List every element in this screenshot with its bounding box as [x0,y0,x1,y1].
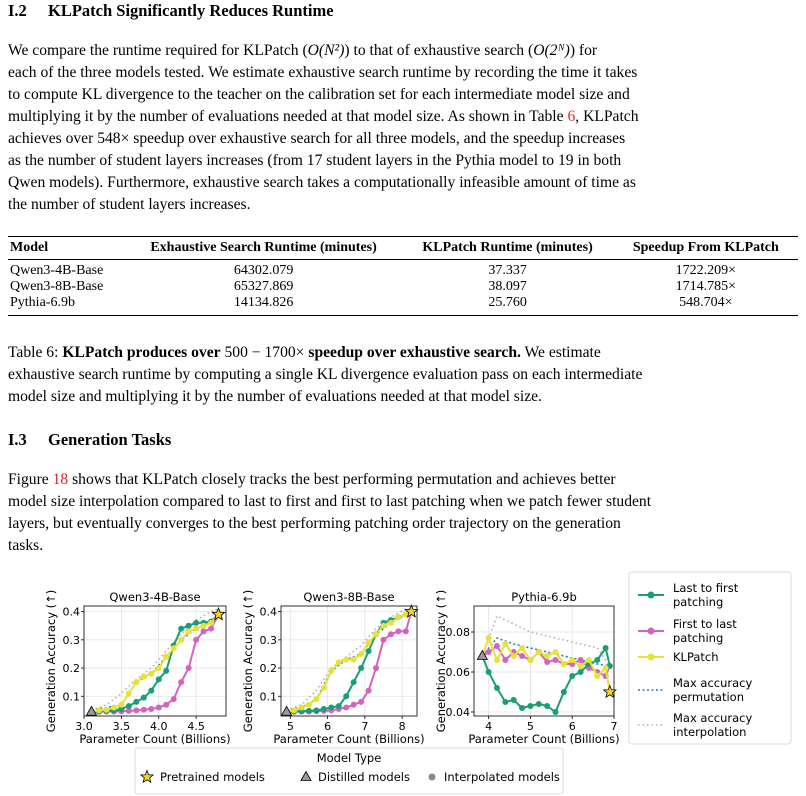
model-type-legend [135,748,563,794]
series-klpatch [479,635,612,695]
data-point [156,676,162,682]
data-point [494,643,500,649]
table-cell: 1722.209× [675,263,736,278]
data-point [569,673,575,679]
data-point [519,653,525,659]
paragraph-line: Figure 18 shows that KLPatch closely tracks the best performing permutation and achieves better [8,471,616,488]
data-point [328,705,334,711]
data-point [578,663,584,669]
data-point [298,705,304,711]
caption-line: model size and multiplying it by the number of evaluations needed at that model size. [8,388,542,405]
data-point [133,699,139,705]
data-point [403,628,409,634]
data-point [343,705,349,711]
table-header-cell: Exhaustive Search Runtime (minutes) [150,240,377,255]
data-point [321,706,327,712]
data-point [126,703,132,709]
caption-bold: KLPatch produces over [62,344,221,361]
table-row [8,295,798,316]
data-point [519,705,525,711]
y-tick-label: 0.08 [445,626,470,639]
math-inline: 548× [97,130,130,147]
x-tick-label: 4 [485,720,493,733]
data-point [141,674,147,680]
data-point [544,653,550,659]
data-point [171,645,177,651]
paragraph-line: layers, but eventually converges to the best performing patching order trajectory on the generation [8,515,621,532]
paragraph-line: as the number of student layers increases (from 17 student layers in the Pythia model to 19 in both [8,152,622,169]
data-point [519,645,525,651]
section-i2-heading [8,1,334,21]
x-tick-label: 3.0 [75,720,93,733]
legend-label: patching [673,631,724,645]
data-point [594,673,600,679]
y-tick-label: 0.1 [62,690,80,704]
data-point [502,699,508,705]
paragraph-line: model size interpolation compared to last to first and first to last patching when we patch fewer student [8,493,652,510]
legend-marker [648,654,655,661]
chart-panel [44,590,231,746]
runtime-table [8,236,798,316]
data-point [178,626,184,632]
section-title: KLPatch Significantly Reduces Runtime [48,1,334,20]
chart-title: Qwen3-4B-Base [109,590,201,604]
data-point [494,685,500,691]
type-legend-title: Model Type [316,751,382,765]
data-point [561,689,567,695]
data-point [594,657,600,663]
data-point [502,641,508,647]
data-point [358,699,364,705]
y-tick-label: 0.2 [62,662,80,676]
data-point [141,707,147,713]
data-point [193,626,199,632]
table-cell: 1714.785× [675,279,736,294]
y-tick-label: 0.3 [259,633,277,647]
paragraph-line: multiplying it by the number of evaluations needed at that model size. As shown in Table 6, KLPatch [8,108,639,125]
section-number: I.2 [8,1,27,20]
data-point [328,668,334,674]
table-header-cell: Model [10,240,49,255]
data-point [343,657,349,663]
x-tick-label: 7 [361,720,369,733]
chart-panel [434,590,620,746]
caption-line: exhaustive search runtime by computing a single KL divergence evaluation pass on each intermediate [8,366,643,383]
table-cell: Qwen3-8B-Base [10,279,104,294]
data-point [118,702,124,708]
paragraph-line: achieves over 548× speedup over exhaustive search for all three models, and the speedup increases [8,130,626,147]
data-point [536,701,542,707]
section-title: Generation Tasks [48,430,172,449]
data-point [544,703,550,709]
table-cell: 37.337 [488,263,527,278]
data-point [171,696,177,702]
x-tick-label: 8 [398,720,406,733]
data-point [380,623,386,629]
data-point [163,654,169,660]
table-cell: Pythia-6.9b [8,295,126,316]
math-inline: O(N²) [307,42,345,59]
data-point [544,659,550,665]
chart-panel [241,590,425,746]
dot-icon [429,774,436,781]
x-tick-label: 5 [526,720,534,733]
x-tick-label: 5 [286,720,294,733]
type-legend-label: Interpolated models [444,770,560,784]
paragraph-line: Qwen models). Furthermore, exhaustive search takes a computationally infeasible amount of time as [8,174,636,191]
x-axis-label: Parameter Count (Billions) [468,732,620,746]
data-point [373,665,379,671]
chart-title: Pythia-6.9b [511,590,577,604]
series-klpatch [88,611,221,714]
data-point [351,679,357,685]
type-legend-label: Distilled models [318,770,410,784]
table-cell: 38.097 [488,279,527,294]
section-i3-heading [8,430,171,450]
table-cell: 65327.869 [233,279,294,294]
data-point [366,640,372,646]
data-point [178,637,184,643]
data-point [291,707,297,713]
data-point [163,668,169,674]
data-point [511,697,517,703]
data-point [186,628,192,634]
x-tick-label: 4.5 [187,720,205,733]
x-axis-label: Parameter Count (Billions) [273,732,425,746]
data-point [186,665,192,671]
legend-label: interpolation [673,725,747,739]
data-point [511,653,517,659]
data-point [163,702,169,708]
y-tick-label: 0.2 [259,662,277,676]
x-tick-label: 3.5 [112,720,131,733]
data-point [193,620,199,626]
data-point [494,657,500,663]
data-point [193,637,199,643]
legend-label: KLPatch [673,650,719,664]
caption-bold: speedup over exhaustive search. [308,344,521,361]
table-header-cell: KLPatch Runtime (minutes) [422,240,593,255]
data-point [141,695,147,701]
section-i3-paragraph [8,469,798,557]
data-point [148,688,154,694]
data-point [395,628,401,634]
data-point [373,631,379,637]
section-i2-paragraph [8,40,798,216]
data-point [527,657,533,663]
data-point [208,620,214,626]
data-point [133,707,139,713]
legend-marker [648,592,655,599]
data-point [351,657,357,663]
series-line [91,614,218,711]
data-point [388,620,394,626]
x-tick-label: 6 [568,720,576,733]
x-axis-label: Parameter Count (Billions) [79,732,231,746]
table-header-row [8,237,798,260]
data-point [321,685,327,691]
table-cell: 25.760 [402,295,614,316]
data-point [366,688,372,694]
data-point [103,707,109,713]
y-tick-label: 0.06 [445,666,470,679]
y-tick-label: 0.1 [259,690,277,704]
charts-group [44,590,620,746]
data-point [351,702,357,708]
data-point [178,679,184,685]
data-point [366,648,372,654]
data-point [306,702,312,708]
y-tick-label: 0.4 [259,605,277,619]
series-line [91,614,218,711]
data-point [395,614,401,620]
data-point [380,637,386,643]
generation-figure [0,570,806,796]
series-line [482,638,609,692]
paragraph-line: each of the three models tested. We estimate exhaustive search runtime by recording the time it takes [8,64,638,81]
legend-label: Last to first [673,581,739,595]
table-cell: 14134.826 [126,295,402,316]
data-point [358,651,364,657]
data-point [536,649,542,655]
data-point [552,657,558,663]
data-point [313,707,319,713]
series-klpatch [284,609,415,715]
legend-label: Max accuracy [673,676,753,690]
math-inline: 500 − 1700× [224,344,305,361]
series-last-to-first [284,609,415,715]
legend-marker [648,628,655,635]
table-caption: Table 6: KLPatch produces over 500 − 1700× speedup over exhaustive search. We estimate exhaustive search runtime by computing a single KL divergence evaluation pass on each intermediate model size and multiplying it by the number of evaluations needed at that model size. [8,342,798,408]
table-header-cell: Speedup From KLPatch [632,240,779,255]
data-point [561,661,567,667]
legend-label: permutation [673,690,744,704]
data-point [186,623,192,629]
data-point [527,703,533,709]
y-axis-label: Generation Accuracy (↑) [44,589,58,733]
data-point [133,679,139,685]
data-point [336,659,342,665]
table-cell: Qwen3-4B-Base [10,263,104,278]
section-number: I.3 [8,430,27,449]
data-point [486,635,492,641]
series-first-to-last [284,609,415,715]
data-point [603,665,609,671]
data-point [569,657,575,663]
series-legend [629,572,791,744]
y-tick-label: 0.04 [445,706,470,719]
data-point [313,696,319,702]
data-point [148,671,154,677]
data-point [156,665,162,671]
y-tick-label: 0.4 [62,605,80,619]
x-tick-label: 7 [610,720,618,733]
math-inline: O(2ᴺ) [533,42,570,59]
series-max-interp [91,609,218,711]
chart-frame [281,606,417,716]
data-point [502,657,508,663]
series-line [91,614,218,711]
figure-ref-link[interactable]: 18 [52,471,69,488]
type-legend-label: Pretrained models [160,770,265,784]
data-point [552,649,558,655]
data-point [148,706,154,712]
paragraph-line: tasks. [8,537,44,554]
data-point [603,645,609,651]
data-point [486,669,492,675]
chart-title: Qwen3-8B-Base [303,590,395,604]
data-point [336,703,342,709]
x-tick-label: 6 [324,720,332,733]
table-cell: 548.704× [614,295,798,316]
legend-label: Max accuracy [673,711,753,725]
x-tick-label: 4.0 [149,720,168,733]
y-tick-label: 0.3 [62,633,80,647]
data-point [156,705,162,711]
data-point [578,657,584,663]
y-axis-label: Generation Accuracy (↑) [241,589,255,733]
data-point [201,623,207,629]
paragraph-line: to compute KL divergence to the teacher on the calibration set for each intermediate model size and [8,86,630,103]
paragraph-line: the number of student layers increases. [8,196,251,213]
data-point [201,628,207,634]
data-point [586,657,592,663]
data-point [343,693,349,699]
y-axis-label: Generation Accuracy (↑) [434,589,448,733]
data-point [306,708,312,714]
data-point [388,631,394,637]
caption-label: Table 6: [8,344,59,361]
paragraph-line: We compare the runtime required for KLPatch (O(N²)) to that of exhaustive search (O(2ᴺ)) for [8,42,598,59]
data-point [208,626,214,632]
table-row [8,279,798,295]
table-cell: 64302.079 [233,263,294,278]
data-point [96,707,102,713]
data-point [126,690,132,696]
data-point [111,705,117,711]
table-ref-link[interactable]: 6 [567,108,576,125]
table-row [8,260,798,280]
series-line [91,609,218,711]
data-point [486,649,492,655]
legend-label: patching [673,595,724,609]
data-point [578,669,584,675]
data-point [552,709,558,715]
data-point [358,665,364,671]
legend-label: First to last [673,617,737,631]
